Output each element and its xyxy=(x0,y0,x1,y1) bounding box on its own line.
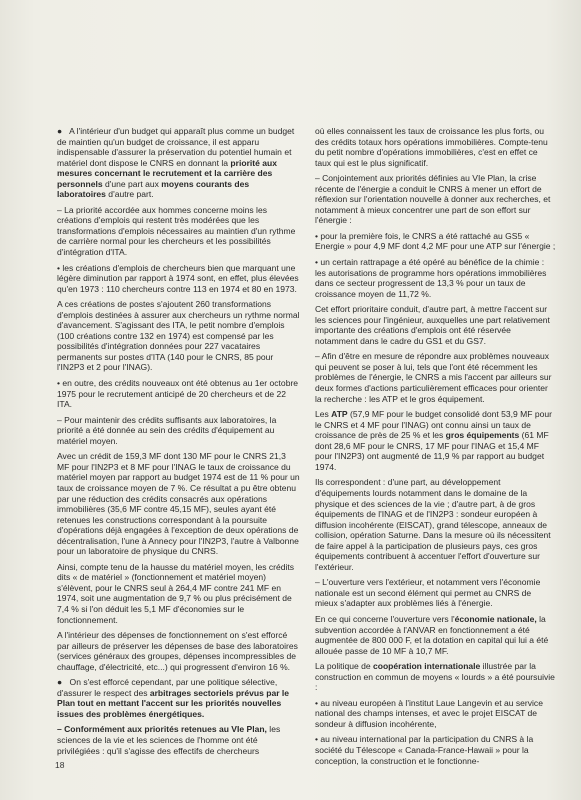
left-column xyxy=(57,126,300,761)
paragraph: – Conjointement aux priorités définies au VIe Plan, la crise récente de l'énergie a conduit le CNRS à mener un effort de réflexion sur l'orientation nouvelle à donner aux recherches, et notamment à mieux concentrer une part de son effort sur l'énergie : xyxy=(315,173,551,226)
page-number: 18 xyxy=(55,760,65,770)
paragraph: où elles connaissent les taux de croissance les plus forts, ou des crédits totaux hors opérations immobilières. Compte-tenu du petit nombre d'opérations immobilières, c'est en effet ce taux qui est le plus significatif. xyxy=(315,126,548,168)
paragraph: Cet effort prioritaire conduit, d'autre part, à mettre l'accent sur les sciences pour l'ingénieur, auxquelles une part relativement importante des créations d'emplois ont été réservée notamment dans le cadre du GS1 et du GS7. xyxy=(315,304,550,346)
right-column xyxy=(315,126,556,771)
paragraph: Ils correspondent : d'une part, au développement d'équipements lourds notamment dans le domaine de la physique et des sciences de la vie ; d'autre part, à de gros équipements de l'INAG et de l'IN2P3 : sondeur européen à diffusion incohérente (EISCAT), grand télescope, anneaux de collision, opération Saturne. Dans la mesure où ils nécessitent de faire appel à la participation de plusieurs pays, ces gros équipements contribuent à accentuer l'effort d'ouverture sur l'extérieur. xyxy=(315,477,551,572)
paragraph: ● On s'est efforcé cependant, par une politique sélective, d'assurer le respect des arbitrages sectoriels prévus par le Plan tout en mettant l'accent sur les priorités nouvelles issues des problèmes énergétiques. xyxy=(57,677,300,719)
paragraph: A l'intérieur des dépenses de fonctionnement on s'est efforcé par ailleurs de préserver les dépenses de base des laboratoires (services généraux des groupes, dépenses incompressibles de chauffage, d'électricité, etc...) qui progressent d'environ 16 %. xyxy=(57,630,298,672)
paragraph: • en outre, des crédits nouveaux ont été obtenus au 1er octobre 1975 pour le recrutement anticipé de 20 chercheurs et de 22 ITA. xyxy=(57,378,299,410)
paragraph: Les ATP (57,9 MF pour le budget consolidé dont 53,9 MF pour le CNRS et 4 MF pour l'INAG) ont connu ainsi un taux de croissance de près de 25 % et les gros équipements (61 MF dont 28,6 MF pour le CNRS, 17 MF pour l'INAG et 15,4 MF pour l'IN2P3) ont augmenté de 11,9 % par rapport au budget 1974. xyxy=(315,409,552,472)
paragraph: • pour la première fois, le CNRS a été rattaché au GS5 « Energie » pour 4,9 MF dont 4,2 MF pour une ATP sur l'énergie ; xyxy=(315,230,556,252)
paragraph: – Conformément aux priorités retenues au VIe Plan, les sciences de la vie et les sciences de l'homme ont été privilégiées : qu'il s'agisse des effectifs de chercheurs xyxy=(57,724,281,756)
paragraph: Ainsi, compte tenu de la hausse du matériel moyen, les crédits dits « de matériel » (fonctionnement et matériel moyen) s'élèvent, pour le CNRS seul à 264,4 MF contre 241 MF en 1974, soit une augmentation de 9,7 % ou plus précisément de 7,4 % si l'on déduit les 5,1 MF d'économies sur le fonctionnement. xyxy=(57,561,295,625)
paragraph: – Pour maintenir des crédits suffisants aux laboratoires, la priorité a été donnée au sein des crédits d'équipement au matériel moyen. xyxy=(57,414,277,446)
paragraph: – L'ouverture vers l'extérieur, et notamment vers l'économie nationale est un second élément qui permet au CNRS de mieux s'adapter aux problèmes liés à l'énergie. xyxy=(315,577,541,609)
paragraph: La politique de coopération internationale illustrée par la construction en commun de moyens « lourds » a été poursuivie : xyxy=(315,661,555,693)
paragraph: Avec un crédit de 159,3 MF dont 130 MF pour le CNRS 21,3 MF pour l'IN2P3 et 8 MF pour l'INAG le taux de croissance du matériel moyen par rapport au budget 1974 est de 11 % pour un taux de croissance moyen de 7 %. Ce résultat a pu être obtenu par une réduction des crédits consacrés aux opérations immobilières (35,6 MF contre 45,15 MF), seules ayant été retenues les constructions correspondant à la poursuite d'opérations déjà engagées à l'exception de deux opérations de décentralisation, l'une à Annecy pour l'IN2P3, l'autre à Valbonne pour un laboratoire de physique du CNRS. xyxy=(57,451,300,557)
paragraph: • au niveau international par la participation du CNRS à la société du Télescope « Canada-France-Hawaii » pour la conception, la construction et le fonctionne- xyxy=(315,734,534,766)
paragraph: – La priorité accordée aux hommes concerne moins les créations d'emplois qui restent très modérées que les transformations d'emplois nécessaires au maintien d'un rythme de carrière normal pour les chercheurs et les possibilités d'intégration d'ITA. xyxy=(57,204,296,258)
paragraph: A ces créations de postes s'ajoutent 260 transformations d'emplois destinées à assurer aux chercheurs un rythme normal d'avancement. S'agissant des ITA, le petit nombre d'emplois (100 créations contre 132 en 1974) est compensé par les possibilités d'intégration données pour 227 vacataires permanents sur postes d'ITA (140 pour le CNRS, 85 pour l'IN2P3 et 2 pour l'INAG). xyxy=(57,299,300,373)
paragraph: • au niveau européen à l'institut Laue Langevin et au service national des champs intenses, et avec le projet EISCAT de sondeur à diffusion incohérente, xyxy=(315,697,543,729)
paragraph: ● A l'intérieur d'un budget qui apparaît plus comme un budget de maintien qu'un budget de croissance, il est apparu indispensable d'assurer la préservation du potentiel humain et matériel dont dispose le CNRS en donnant la priorité aux mesures concernant le recrutement et la carrière des personnels d'une part aux moyens courants des laboratoires d'autre part. xyxy=(57,126,300,200)
paragraph: • un certain rattrapage a été opéré au bénéfice de la chimie : les autorisations de programme hors opérations immobilières dans ce secteur progressent de 13,3 % pour un taux de croissance moyen de 11,72 %. xyxy=(315,257,547,299)
bullet-icon xyxy=(57,126,67,136)
paragraph: En ce qui concerne l'ouverture vers l'économie nationale, la subvention accordée à l'ANVAR en fonctionnement a été augmentée de 800 000 F, et la dotation en capital qui lui a été allouée passe de 10 MF à 10,7 MF. xyxy=(315,613,549,656)
bullet-icon xyxy=(57,677,67,687)
paragraph: – Afin d'être en mesure de répondre aux problèmes nouveaux qui peuvent se poser à lui, tels que l'ont été récemment les problèmes de l'énergie, le CNRS a mis l'accent par ailleurs sur deux formes d'actions particulièrement efficaces pour orienter la recherche : les ATP et le gros équipement. xyxy=(315,351,552,404)
paragraph: • les créations d'emplois de chercheurs bien que marquant une légère diminution par rapport à 1974 sont, en effet, plus élevées qu'en 1973 : 110 chercheurs contre 113 en 1974 et 80 en 1973. xyxy=(57,262,299,294)
